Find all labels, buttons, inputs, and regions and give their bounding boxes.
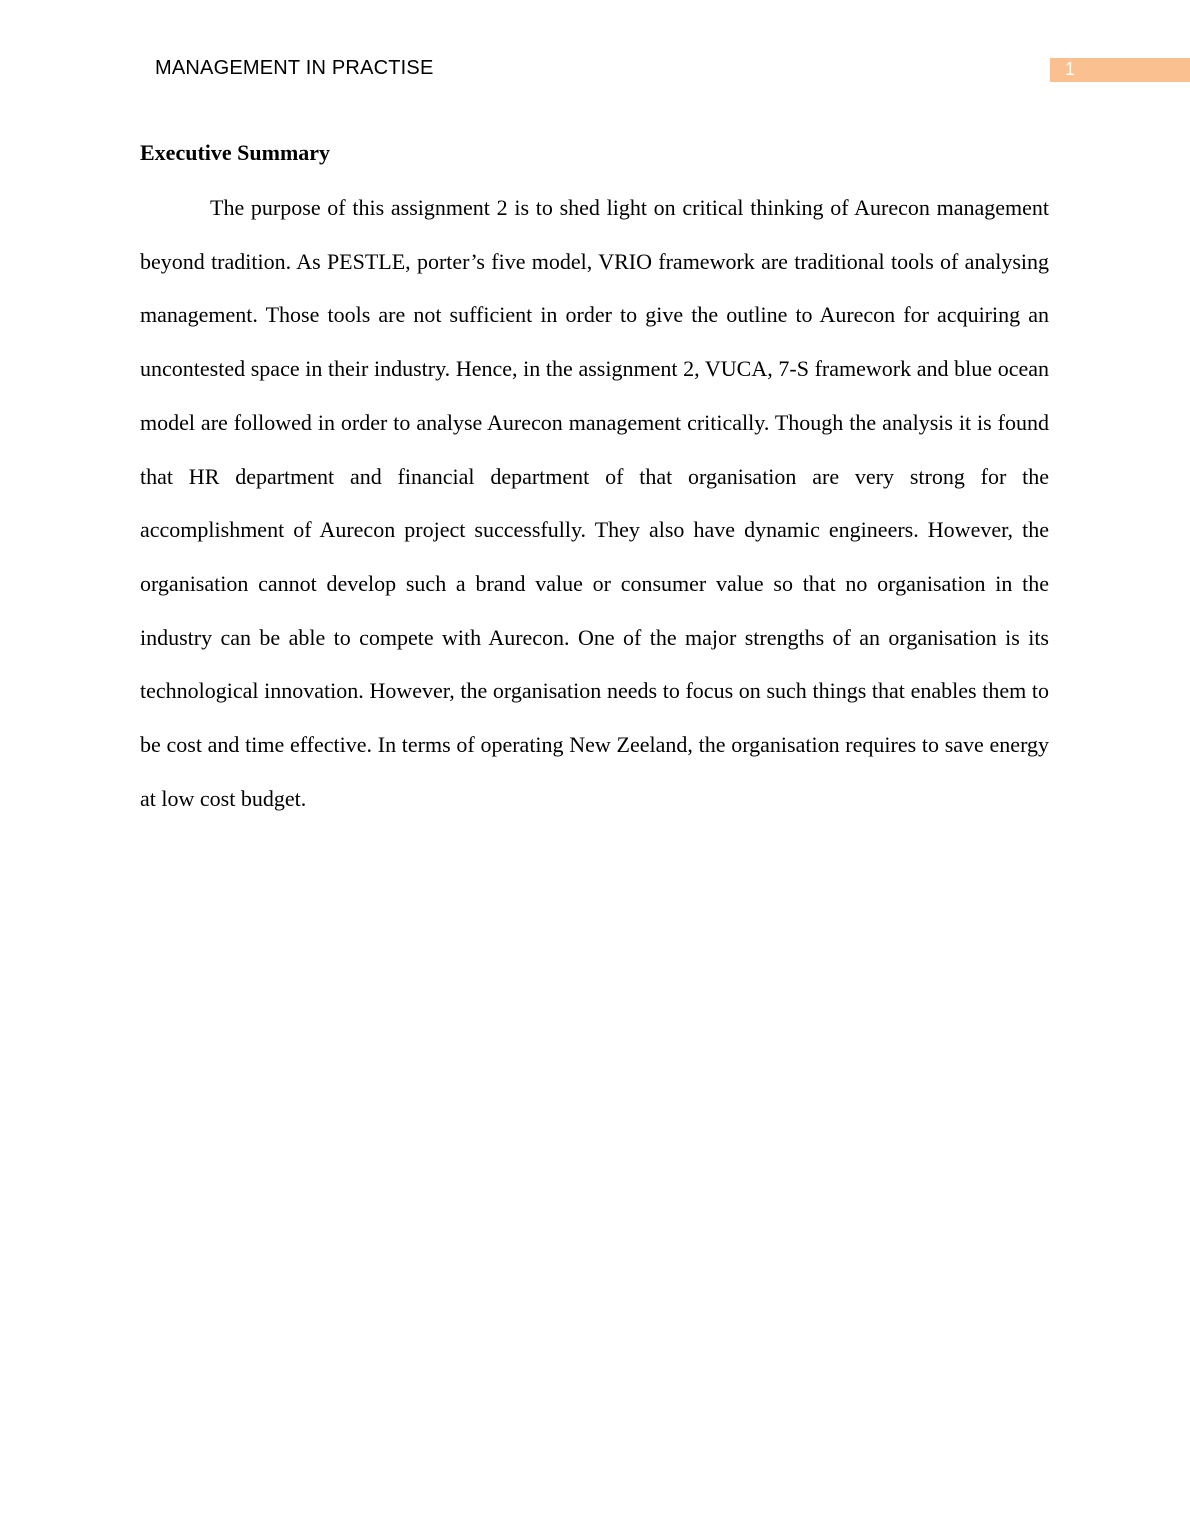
page-number: 1: [1065, 59, 1076, 79]
summary-paragraph: The purpose of this assignment 2 is to shed light on critical thinking of Aurecon management beyond tradition. As PESTLE, porter’s five model, VRIO framework are traditional tools of analysing management. Those tools are not sufficient in order to give the outline to Aurecon for acquiring an uncontested space in their industry. Hence, in the assignment 2, VUCA, 7-S framework and blue ocean model are followed in order to analyse Aurecon management critically. Though the analysis it is found that HR department and financial department of that organisation are very strong for the accomplishment of Aurecon project successfully. They also have dynamic engineers. However, the organisation cannot develop such a brand value or consumer value so that no organisation in the industry can be able to compete with Aurecon. One of the major strengths of an organisation is its technological innovation. However, the organisation needs to focus on such things that enables them to be cost and time effective. In terms of operating New Zeeland, the organisation requires to save energy at low cost budget.: [140, 195, 1049, 811]
section-heading: Executive Summary: [140, 140, 331, 165]
running-header-title: MANAGEMENT IN PRACTISE: [155, 57, 434, 79]
page-number-badge: [1050, 58, 1190, 82]
